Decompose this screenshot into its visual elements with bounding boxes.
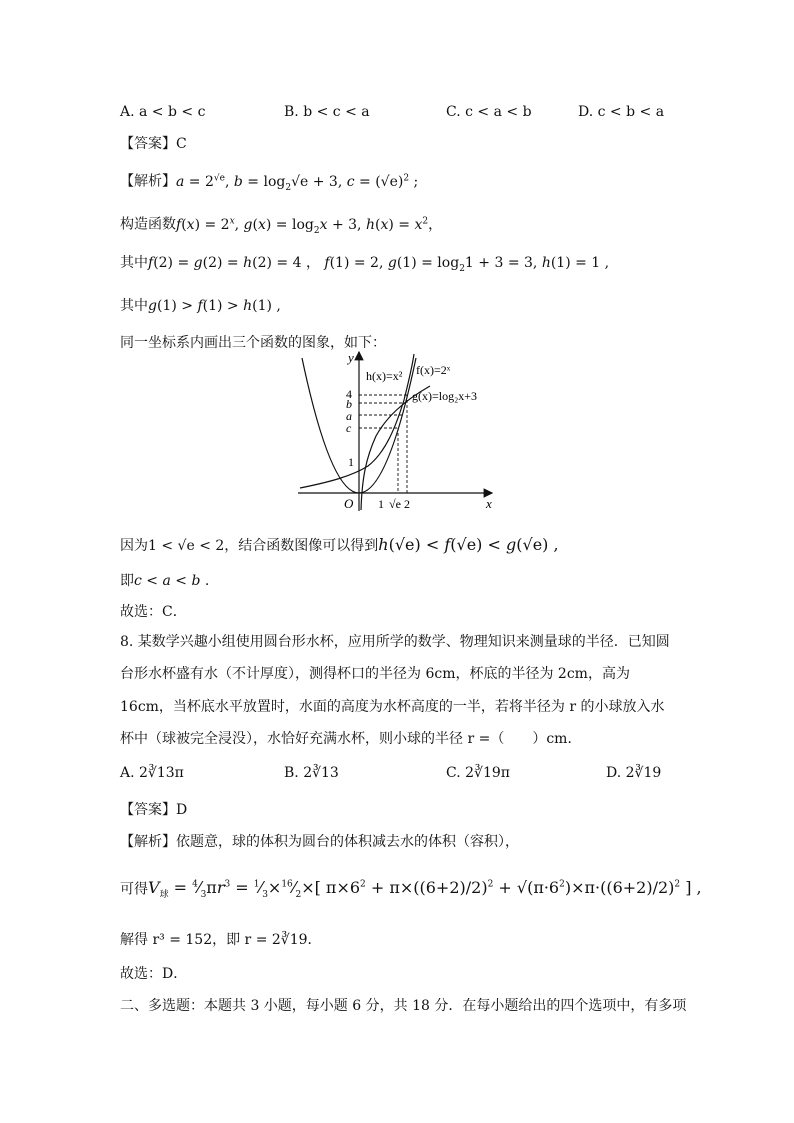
q8-formula-line — [120, 872, 702, 909]
curve-g — [361, 386, 430, 510]
tick-a: a — [346, 409, 352, 423]
q7-values-prefix: 其中 — [120, 255, 148, 271]
q8-option-d: D. 2∛19 — [606, 765, 662, 781]
h-label: h(x)=x² — [366, 369, 403, 383]
q8-analysis: 【解析】依题意，球的体积为圆台的体积减去水的体积（容积）， — [120, 834, 519, 850]
q7-compare-prefix: 其中 — [120, 298, 148, 314]
q7-compare: g(1) > f(1) > h(1) , — [148, 298, 281, 314]
q7-abc-definition: $a = 2^{√e}$, $b = \log_2√e + 3$, $c = (√e)^2$ ; — [176, 173, 419, 193]
q8-solve: 解得 r³ = 152，即 r = 2∛19． — [120, 932, 322, 948]
q7-functions: $f(x) = 2^x$, $g(x) = \log_2x + 3$, $h(x) = x^2$， — [176, 216, 443, 236]
tick-c: c — [346, 421, 352, 435]
q7-construct-line — [120, 211, 442, 240]
function-graph — [290, 348, 500, 516]
x-axis-label: x — [486, 496, 492, 511]
q7-option-a: A. a < b < c — [120, 104, 206, 120]
q8-line4: 杯中（球被完全浸没），水恰好充满水杯，则小球的半径 r =（ ）cm． — [120, 731, 582, 747]
q7-combine-text: ，结合函数图像可以得到 — [224, 538, 379, 554]
q7-inequality: h(√e) < f(√e) < g(√e) , — [378, 535, 559, 554]
q8-line1: 8. 某数学兴趣小组使用圆台形水杯，应用所学的数学、物理知识来测量球的半径．已知圆 — [120, 634, 670, 650]
q7-because-line — [120, 535, 559, 556]
q7-analysis-line — [120, 168, 418, 197]
tick-4: 4 — [346, 387, 352, 401]
section-2-heading: 二、多选题：本题共 3 小题，每小题 6 分，共 18 分．在每小题给出的四个选项中，有多项 — [120, 998, 687, 1014]
q8-choose: 故选：D． — [120, 966, 188, 982]
q7-result: c < a < b . — [134, 573, 210, 589]
q7-values: f(2) = g(2) = h(2) = 4 ， f(1) = 2, $g(1) = \log_21 + 3 = 3$, h(1) = 1 , — [148, 255, 610, 274]
q8-formula-prefix: 可得 — [120, 881, 148, 898]
q8-answer: 【答案】D — [120, 802, 188, 818]
q8-option-c: C. 2∛19π — [446, 765, 510, 781]
q8-formula: $V_球$ = $^4⁄_3\pi r^3$ = $^1⁄_3\times^{16}⁄_2\times$[ $\pi\times 6^2 + \pi\times((6+2)/2)^2 + √(\pi\cdot 6^2)\times\pi\cdot((6+2)/2)^2$ ] , — [148, 878, 702, 901]
tick-b: b — [346, 397, 352, 411]
q8-option-b: B. 2∛13 — [284, 765, 339, 781]
xtick-1: 1 — [378, 497, 384, 511]
q7-option-b: B. b < c < a — [284, 104, 370, 120]
q7-range: 1 < √e < 2 — [148, 538, 225, 554]
g-label: g(x)=log₂x+3 — [412, 389, 478, 403]
q7-so-prefix: 即 — [120, 573, 134, 589]
q7-graph-intro: 同一坐标系内画出三个函数的图象，如下： — [120, 335, 386, 351]
q8-option-a: A. 2∛13π — [120, 765, 184, 781]
q7-so-line — [120, 571, 209, 591]
q7-values-line — [120, 253, 609, 279]
q8-line2: 台形水杯盛有水（不计厚度），测得杯口的半径为 6cm，杯底的半径为 2cm，高为 — [120, 666, 630, 682]
q7-construct-prefix: 构造函数 — [120, 216, 176, 233]
xtick-e: √e — [389, 497, 401, 511]
q7-compare-line — [120, 296, 281, 316]
q7-option-d: D. c < b < a — [578, 104, 665, 120]
q7-answer: 【答案】C — [120, 136, 187, 152]
tick-1: 1 — [348, 455, 354, 469]
q7-choose: 故选：C． — [120, 604, 187, 620]
origin-label: O — [344, 496, 354, 511]
xtick-2: 2 — [404, 497, 410, 511]
q7-analysis-label: 【解析】 — [120, 173, 176, 190]
q8-line3: 16cm，当杯底水平放置时，水面的高度为水杯高度的一半，若将半径为 r 的小球放入水 — [120, 699, 665, 715]
f-label: f(x)=2ˣ — [416, 363, 451, 377]
y-axis-label: y — [348, 350, 354, 365]
q7-because-prefix: 因为 — [120, 538, 148, 554]
q7-option-c: C. c < a < b — [446, 104, 532, 120]
